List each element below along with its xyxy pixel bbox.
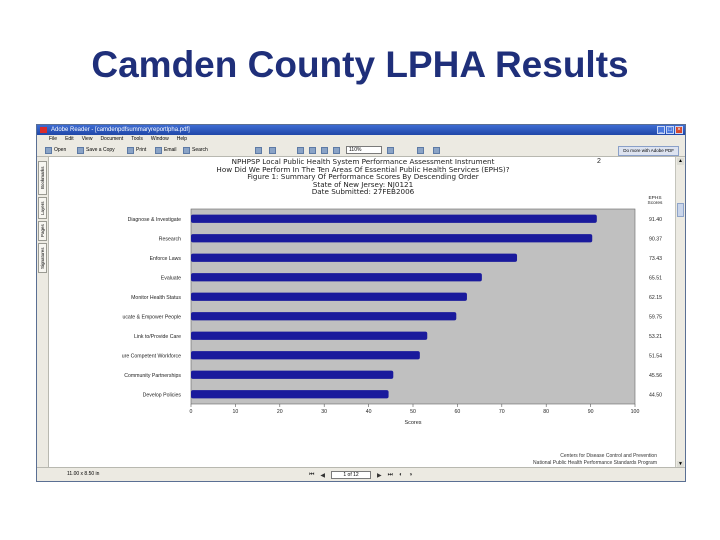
adobe-reader-icon <box>40 127 47 133</box>
value-label: 59.75 <box>649 314 662 321</box>
window-titlebar[interactable] <box>37 125 685 135</box>
zoom-out-button[interactable] <box>333 146 340 154</box>
scroll-up-icon[interactable]: ▲ <box>678 158 683 164</box>
open-button[interactable] <box>45 146 66 154</box>
heading-line-4: State of New Jersey: NJ0121 <box>312 179 414 189</box>
menu-file[interactable]: File <box>49 136 58 142</box>
close-icon[interactable]: × <box>675 126 683 134</box>
back-icon[interactable]: ◐ <box>399 472 403 478</box>
x-tick-label: 40 <box>365 409 372 415</box>
x-tick-label: 50 <box>410 409 416 415</box>
first-page-icon[interactable]: ⏮ <box>309 471 315 478</box>
x-tick-label: 10 <box>232 409 239 415</box>
category-label: Research <box>158 236 181 243</box>
category-label: Enforce Laws <box>149 255 181 262</box>
magnifier-icon <box>269 147 276 154</box>
footer-line-2: National Public Health Performance Standards Program <box>533 460 657 466</box>
zoom-in-button[interactable] <box>387 146 394 154</box>
navigation-pane-tabs <box>37 157 49 469</box>
document-view <box>49 157 677 469</box>
heading-line-3: Figure 1: Summary Of Performance Scores By Descending Order <box>247 172 479 182</box>
prev-page-icon[interactable]: ◀ <box>320 472 326 479</box>
value-label: 90.37 <box>649 236 662 243</box>
values-header: Scores <box>647 201 663 206</box>
value-label: 65.51 <box>649 275 662 282</box>
scroll-down-icon[interactable]: ▼ <box>678 461 683 467</box>
open-label: Open <box>54 147 67 153</box>
hand-icon <box>255 147 262 154</box>
category-label: ucate & Empower People <box>122 314 181 321</box>
x-tick-label: 70 <box>498 409 505 415</box>
last-page-icon[interactable]: ⏭ <box>387 471 394 478</box>
help-icon <box>433 147 440 154</box>
value-label: 53.21 <box>649 333 662 340</box>
email-button[interactable] <box>155 146 177 154</box>
category-label: Community Partnerships <box>124 372 181 379</box>
folder-icon <box>45 147 52 154</box>
category-label: Develop Policies <box>142 392 181 399</box>
value-label: 45.56 <box>649 372 662 379</box>
menu-tools[interactable]: Tools <box>131 136 143 142</box>
adobe-reader-window <box>36 124 686 482</box>
x-tick-label: 0 <box>189 409 193 415</box>
zoom-select[interactable]: 110% <box>346 146 382 154</box>
heading-line-5: Date Submitted: 27FEB2006 <box>311 187 415 197</box>
bar <box>191 371 393 379</box>
bar <box>191 312 456 320</box>
page-size: 11.00 x 8.50 in <box>67 471 100 477</box>
menu-window[interactable]: Window <box>150 136 169 142</box>
x-tick-label: 100 <box>630 409 640 415</box>
zoom-out-icon <box>333 147 340 154</box>
page-indicator[interactable]: 1 of 12 <box>331 471 371 479</box>
help-button[interactable] <box>433 146 440 154</box>
fit-width-icon <box>321 147 328 154</box>
heading-line-2: How Did We Perform In The Ten Areas Of Essential Public Health Services (EPHS)? <box>216 164 510 174</box>
rotate-button[interactable] <box>417 146 424 154</box>
hand-tool-button[interactable] <box>255 146 262 154</box>
actual-size-button[interactable] <box>297 146 304 154</box>
acrobat-promo-button[interactable]: Do more with Adobe PDF <box>618 146 679 156</box>
disk-icon <box>77 147 84 154</box>
window-title: Adobe Reader - [camdenpdfsummaryreportlpha.pdf] <box>51 127 190 133</box>
category-label: ure Competent Workforce <box>121 353 181 360</box>
x-tick-label: 80 <box>543 409 550 415</box>
heading-line-1: NPHPSP Local Public Health System Performance Assessment Instrument <box>231 157 495 166</box>
tab-bookmarks[interactable]: Bookmarks <box>38 161 47 195</box>
search-label: Search <box>192 147 208 153</box>
binoculars-icon <box>183 147 190 154</box>
value-label: 51.54 <box>649 353 662 360</box>
minimize-icon[interactable]: _ <box>657 126 665 134</box>
footer-line-1: Centers for Disease Control and Prevention <box>560 453 657 459</box>
tab-layers[interactable]: Layers <box>38 197 47 219</box>
email-label: Email <box>164 147 177 153</box>
page-number: 2 <box>597 158 601 165</box>
bar <box>191 215 597 223</box>
vertical-scrollbar[interactable] <box>675 157 685 469</box>
category-label: Evaluate <box>160 275 181 282</box>
x-axis-label: Scores <box>404 420 422 426</box>
envelope-icon <box>155 147 162 154</box>
category-label: Diagnose & Investigate <box>127 216 181 223</box>
ephs-bar-chart <box>49 157 677 469</box>
menu-document[interactable]: Document <box>100 136 124 142</box>
document-footer <box>533 453 657 467</box>
toolbar <box>37 143 685 157</box>
value-label: 91.40 <box>649 216 662 223</box>
value-label: 44.50 <box>649 392 662 399</box>
slide-title: Camden County LPHA Results <box>91 44 629 85</box>
fit-page-icon <box>309 147 316 154</box>
category-label: Link to/Provide Care <box>134 333 181 340</box>
x-tick-label: 20 <box>276 409 283 415</box>
bar <box>191 332 427 340</box>
maximize-icon[interactable]: □ <box>666 126 674 134</box>
menu-view[interactable]: View <box>81 136 93 142</box>
bar <box>191 254 517 262</box>
fit-width-button[interactable] <box>321 146 328 154</box>
bar <box>191 273 482 281</box>
x-tick-label: 60 <box>454 409 461 415</box>
page-icon <box>297 147 304 154</box>
printer-icon <box>127 147 134 154</box>
forward-icon[interactable]: ◑ <box>408 472 413 478</box>
bar <box>191 351 420 359</box>
print-button[interactable] <box>127 146 146 154</box>
zoom-tool-button[interactable] <box>269 146 276 154</box>
x-tick-label: 30 <box>321 409 328 415</box>
next-page-icon[interactable]: ▶ <box>377 472 382 479</box>
bar <box>191 293 467 301</box>
bar <box>191 234 592 242</box>
search-button[interactable] <box>183 146 208 154</box>
tab-signatures[interactable]: Signatures <box>38 243 47 273</box>
value-label: 62.15 <box>649 294 662 301</box>
scrollbar-thumb[interactable] <box>677 203 684 217</box>
status-bar <box>37 467 685 481</box>
menu-edit[interactable]: Edit <box>65 136 74 142</box>
rotate-icon <box>417 147 424 154</box>
value-label: 73.43 <box>649 255 662 262</box>
bar <box>191 390 389 398</box>
save-copy-label: Save a Copy <box>86 147 115 153</box>
x-tick-label: 90 <box>587 409 594 415</box>
category-label: Monitor Health Status <box>131 294 181 301</box>
save-copy-button[interactable] <box>77 146 115 154</box>
fit-page-button[interactable] <box>309 146 316 154</box>
values-header: EPHS <box>648 196 662 201</box>
menu-bar <box>37 135 685 143</box>
menu-help[interactable]: Help <box>176 136 188 142</box>
tab-pages[interactable]: Pages <box>38 221 47 241</box>
print-label: Print <box>136 147 147 153</box>
zoom-in-icon <box>387 147 394 154</box>
